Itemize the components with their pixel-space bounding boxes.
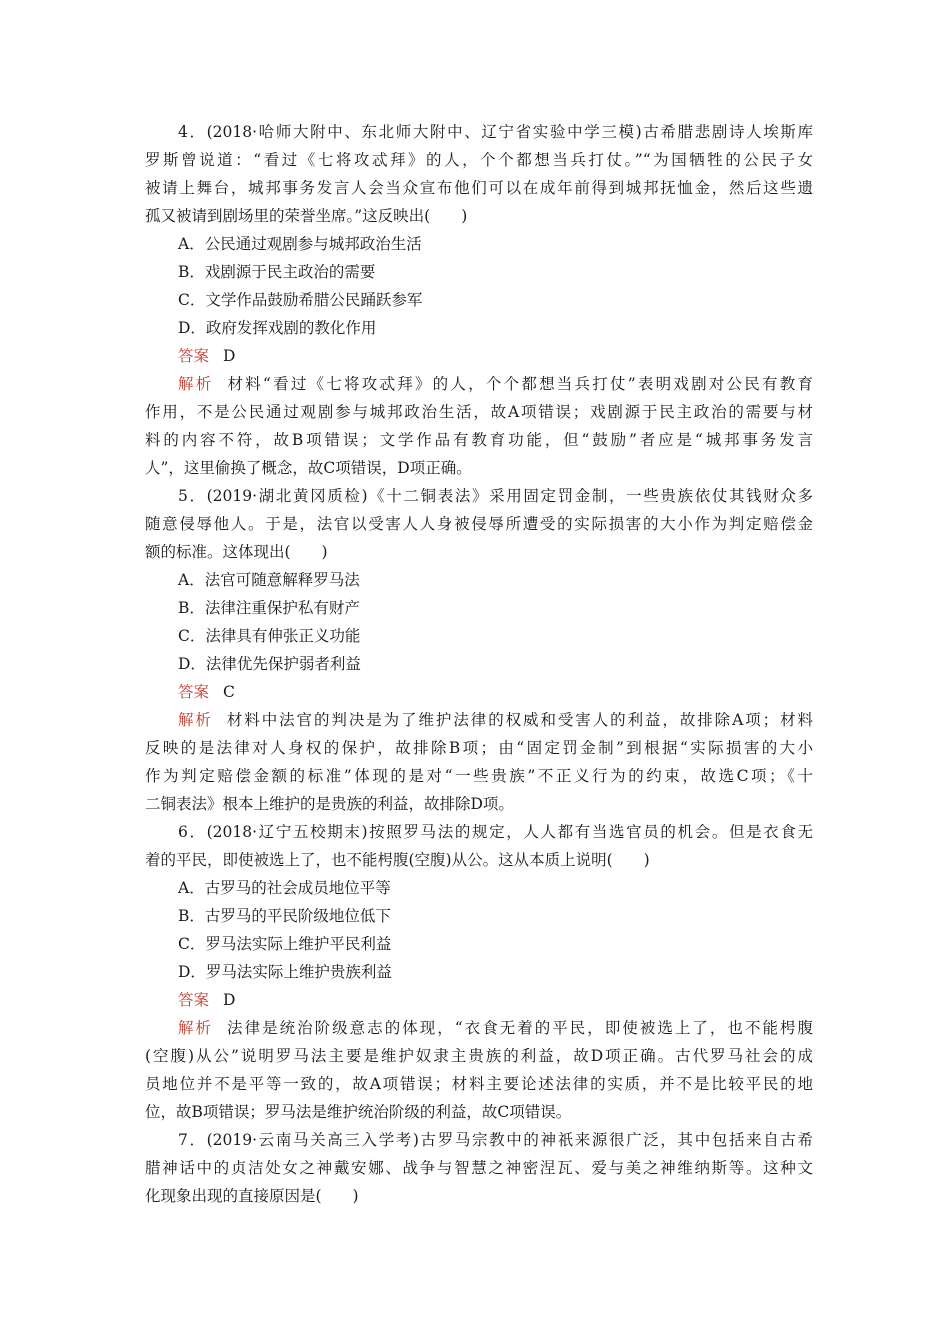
analysis-text: 二铜表法》根本上维护的是贵族的利益，故排除D项。 (145, 795, 514, 813)
answer-option: C．罗马法实际上维护平民利益 (178, 935, 392, 953)
analysis-text: 位，故B项错误；罗马法是维护统治阶级的利益，故C项错误。 (145, 1103, 572, 1121)
analysis-label: 解析 (178, 711, 213, 729)
question-stem-line: 化现象出现的直接原因是( ) (145, 1187, 359, 1205)
question-stem-line: 4．(2018·哈师大附中、东北师大附中、辽宁省实验中学三模)古希腊悲剧诗人埃斯库 (178, 123, 813, 141)
analysis-label: 解析 (178, 375, 214, 393)
question-stem-line: 腊神话中的贞洁处女之神戴安娜、战争与智慧之神密涅瓦、爱与美之神维纳斯等。这种文 (145, 1159, 813, 1177)
answer-value: C (223, 683, 235, 701)
analysis-line (145, 706, 813, 734)
question-block (145, 818, 813, 1126)
question-block (145, 482, 813, 818)
analysis-line (145, 1098, 813, 1126)
analysis-line (145, 454, 813, 482)
analysis-label: 解析 (178, 1019, 214, 1037)
analysis-text: 人”，这里偷换了概念，故C项错误，D项正确。 (145, 459, 472, 477)
analysis-line (145, 1014, 813, 1042)
analysis-text: 反映的是法律对人身权的保护，故排除B项；由“固定罚金制”到根据“实际损害的大小 (145, 739, 813, 757)
analysis-text: 作为判定赔偿金额的标准”体现的是对“一些贵族”不正义行为的约束，故选C项；《十 (145, 767, 813, 785)
analysis-line (145, 734, 813, 762)
answer-option: B．法律注重保护私有财产 (178, 599, 360, 617)
answer-option: B．古罗马的平民阶级地位低下 (178, 907, 391, 925)
answer-option: D．政府发挥戏剧的教化作用 (178, 319, 377, 337)
answer-option: C．法律具有伸张正义功能 (178, 627, 361, 645)
analysis-text: 材料中法官的判决是为了维护法律的权威和受害人的利益，故排除A项；材料 (226, 711, 813, 729)
answer-value: D (223, 347, 236, 365)
answer-option: A．法官可随意解释罗马法 (178, 571, 360, 589)
answer-row (145, 342, 813, 370)
answer-row (145, 986, 813, 1014)
analysis-line (145, 790, 813, 818)
answer-value: D (223, 991, 236, 1009)
answer-row (145, 678, 813, 706)
answer-option: B．戏剧源于民主政治的需要 (178, 263, 376, 281)
question-stem-line: 5．(2019·湖北黄冈质检)《十二铜表法》采用固定罚金制，一些贵族依仗其钱财众多 (178, 487, 813, 505)
answer-label: 答案 (178, 347, 210, 365)
question-stem-line: 着的平民，即使被选上了，也不能枵腹(空腹)从公。这从本质上说明( ) (145, 851, 650, 869)
analysis-line (145, 370, 813, 398)
analysis-text: 法律是统治阶级意志的体现，“衣食无着的平民，即使被选上了，也不能枵腹 (227, 1019, 813, 1037)
answer-option: D．罗马法实际上维护贵族利益 (178, 963, 392, 981)
question-block (145, 1126, 813, 1210)
question-stem-line: 被请上舞台，城邦事务发言人会当众宣布他们可以在成年前得到城邦抚恤金，然后这些遗 (145, 179, 813, 197)
question-stem-line: 7．(2019·云南马关高三入学考)古罗马宗教中的神祇来源很广泛，其中包括来自古希 (178, 1131, 813, 1149)
question-stem-line: 孤又被请到剧场里的荣誉坐席。”这反映出( ) (145, 207, 468, 225)
answer-option: A．古罗马的社会成员地位平等 (178, 879, 391, 897)
question-stem-line: 罗斯曾说道：“看过《七将攻忒拜》的人，个个都想当兵打仗。”“为国牺牲的公民子女 (145, 151, 813, 169)
analysis-line (145, 1070, 813, 1098)
analysis-line (145, 398, 813, 426)
question-stem-line: 随意侵辱他人。于是，法官以受害人人身被侵辱所遭受的实际损害的大小作为判定赔偿金 (145, 515, 813, 533)
analysis-line (145, 762, 813, 790)
analysis-line (145, 426, 813, 454)
analysis-line (145, 1042, 813, 1070)
answer-option: A．公民通过观剧参与城邦政治生活 (178, 235, 422, 253)
answer-option: D．法律优先保护弱者利益 (178, 655, 361, 673)
analysis-text: 材料“看过《七将攻忒拜》的人，个个都想当兵打仗”表明戏剧对公民有教育 (227, 375, 813, 393)
answer-option: C．文学作品鼓励希腊公民踊跃参军 (178, 291, 423, 309)
answer-label: 答案 (178, 991, 210, 1009)
question-list (145, 118, 813, 1210)
analysis-text: 员地位并不是平等一致的，故A项错误；材料主要论述法律的实质，并不是比较平民的地 (145, 1075, 813, 1093)
analysis-text: (空腹)从公”说明罗马法主要是维护奴隶主贵族的利益，故D项正确。古代罗马社会的成 (145, 1047, 813, 1065)
question-stem-line: 6．(2018·辽宁五校期末)按照罗马法的规定，人人都有当选官员的机会。但是衣食无 (178, 823, 813, 841)
question-block (145, 118, 813, 482)
question-stem-line: 额的标准。这体现出( ) (145, 543, 328, 561)
analysis-text: 料的内容不符，故B项错误；文学作品有教育功能，但“鼓励”者应是“城邦事务发言 (145, 431, 813, 449)
answer-label: 答案 (178, 683, 210, 701)
analysis-text: 作用，不是公民通过观剧参与城邦政治生活，故A项错误；戏剧源于民主政治的需要与材 (145, 403, 813, 421)
